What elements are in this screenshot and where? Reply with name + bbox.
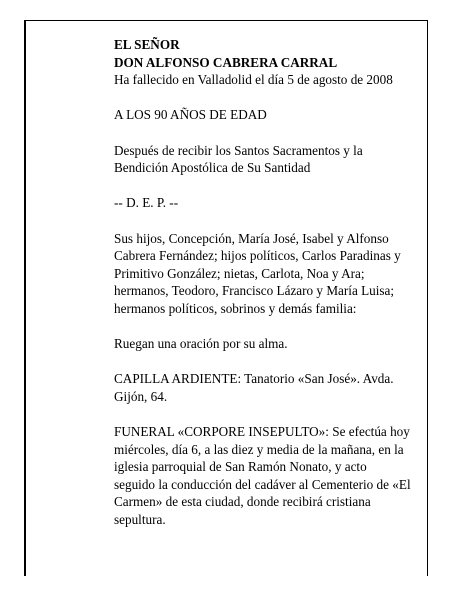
sacraments-line-2: Bendición Apostólica de Su Santidad	[114, 160, 311, 176]
spacer	[114, 212, 426, 230]
obituary-notice	[114, 36, 426, 529]
family-line-2: Cabrera Fernández; hijos políticos, Carlos Paradinas y	[114, 248, 401, 264]
funeral-line-6: sepultura.	[114, 512, 166, 528]
family-line-1: Sus hijos, Concepción, María José, Isabel y Alfonso	[114, 230, 389, 246]
spacer	[114, 89, 426, 107]
age-statement: A LOS 90 AÑOS DE EDAD	[114, 107, 267, 123]
funeral-line-3: iglesia parroquial de San Ramón Nonato, y acto	[114, 459, 367, 475]
spacer	[114, 318, 426, 336]
deceased-name: DON ALFONSO CABRERA CARRAL	[114, 54, 338, 70]
spacer	[114, 405, 426, 423]
family-line-4: hermanos, Teodoro, Francisco Lázaro y María Luisa;	[114, 283, 395, 299]
sacraments-line-1: Después de recibir los Santos Sacramentos y la	[114, 142, 363, 158]
funeral-line-1: FUNERAL «CORPORE INSEPULTO»: Se efectúa hoy	[114, 424, 410, 440]
spacer	[114, 124, 426, 142]
spacer	[114, 177, 426, 195]
chapel-line-2: Gijón, 64.	[114, 388, 168, 404]
rip-line: -- D. E. P. --	[114, 195, 179, 211]
funeral-line-5: Carmen» de esta ciudad, donde recibirá cristiana	[114, 494, 371, 510]
family-line-5: hermanos políticos, sobrinos y demás familia:	[114, 300, 357, 316]
family-line-3: Primitivo González; nietas, Carlota, Noa y Ara;	[114, 265, 365, 281]
spacer	[114, 353, 426, 371]
frame-left-rule	[24, 20, 26, 576]
funeral-line-2: miércoles, día 6, a las diez y media de la mañana, en la	[114, 441, 404, 457]
funeral-line-4: seguido la conducción del cadáver al Cementerio de «El	[114, 476, 411, 492]
prayer-request: Ruegan una oración por su alma.	[114, 336, 288, 352]
chapel-line-1: CAPILLA ARDIENTE: Tanatorio «San José». Avda.	[114, 371, 394, 387]
frame-right-rule	[427, 20, 428, 576]
title-line-1: EL SEÑOR	[114, 37, 180, 52]
death-statement: Ha fallecido en Valladolid el día 5 de agosto de 2008	[114, 72, 393, 88]
frame-top-rule	[24, 20, 428, 21]
